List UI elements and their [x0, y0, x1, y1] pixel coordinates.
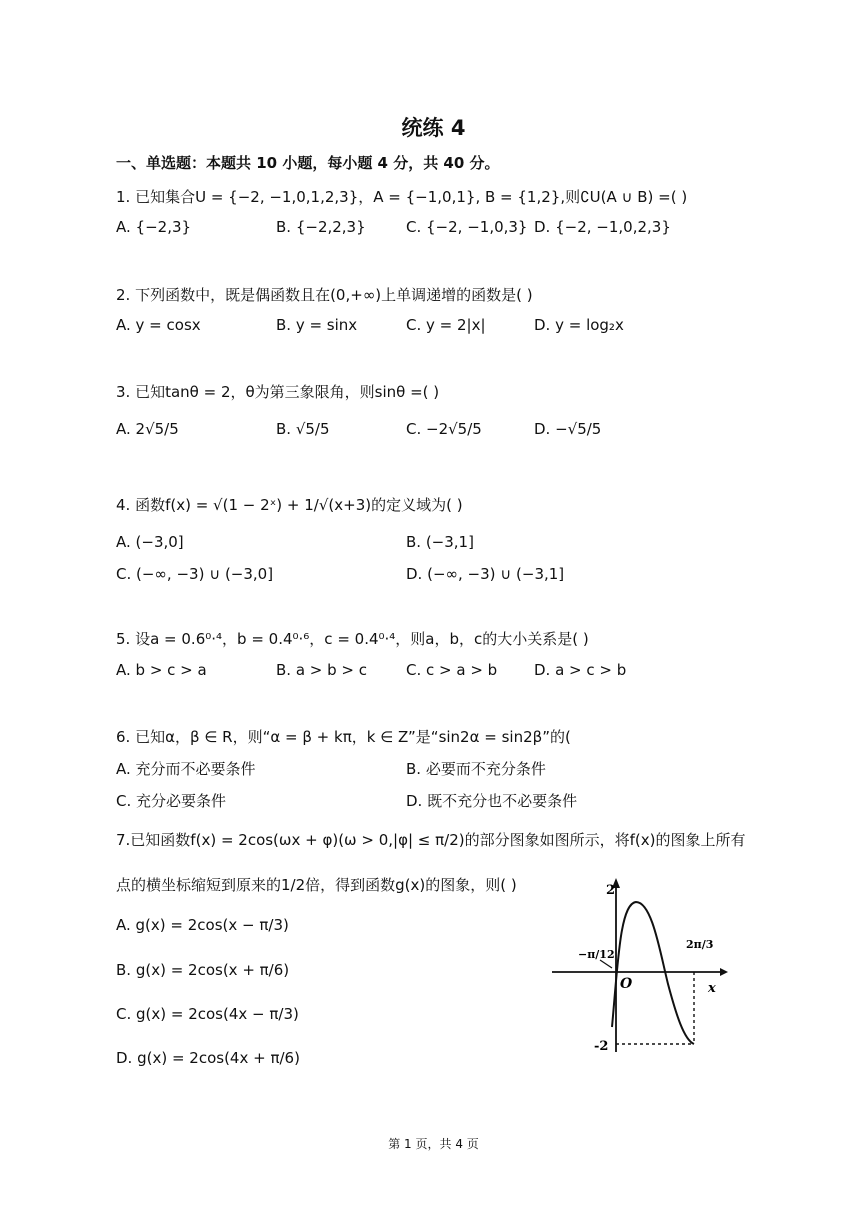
- q5-option-b: B. a > b > c: [276, 661, 367, 679]
- question-4-stem: 4. 函数f(x) = √(1 − 2ˣ) + 1/√(x+3)的定义域为( ): [116, 496, 463, 514]
- q1-option-c: C. {−2, −1,0,3}: [406, 218, 528, 236]
- question-7-stem: 7.已知函数f(x) = 2cos(ωx + φ)(ω > 0,|φ| ≤ π/2)的部分图象如图所示，将f(x)的图象上所有: [116, 831, 746, 849]
- q4-option-d: D. (−∞, −3) ∪ (−3,1]: [406, 565, 565, 583]
- question-3-stem: 3. 已知tanθ = 2，θ为第三象限角，则sinθ =( ): [116, 383, 440, 401]
- origin-label: O: [620, 976, 633, 992]
- q2-option-c: C. y = 2|x|: [406, 316, 486, 334]
- q3-option-d: D. −√5/5: [534, 420, 602, 438]
- q1-option-b: B. {−2,2,3}: [276, 218, 366, 236]
- cosine-graph: [548, 872, 728, 1057]
- q5-option-d: D. a > c > b: [534, 661, 627, 679]
- cosine-curve: [612, 902, 694, 1044]
- q5-option-a: A. b > c > a: [116, 661, 207, 679]
- question-7-stem-cont: 点的横坐标缩短到原来的1/2倍，得到函数g(x)的图象，则( ): [116, 876, 517, 894]
- left-tick-label: −π/12: [578, 948, 615, 961]
- q7-option-a: A. g(x) = 2cos(x − π/3): [116, 916, 289, 934]
- q3-option-b: B. √5/5: [276, 420, 330, 438]
- q2-option-d: D. y = log₂x: [534, 316, 624, 334]
- q6-option-a: A. 充分而不必要条件: [116, 760, 256, 778]
- section-heading: 一、单选题：本题共 10 小题，每小题 4 分，共 40 分。: [116, 154, 500, 172]
- q7-option-d: D. g(x) = 2cos(4x + π/6): [116, 1049, 300, 1067]
- q2-option-b: B. y = sinx: [276, 316, 358, 334]
- x-axis-label: x: [708, 981, 716, 996]
- x-axis-arrow: [720, 968, 728, 976]
- q3-option-a: A. 2√5/5: [116, 420, 179, 438]
- q4-option-a: A. (−3,0]: [116, 533, 184, 551]
- q4-option-b: B. (−3,1]: [406, 533, 474, 551]
- q3-option-c: C. −2√5/5: [406, 420, 482, 438]
- question-2-stem: 2. 下列函数中，既是偶函数且在(0,+∞)上单调递增的函数是( ): [116, 286, 533, 304]
- q6-option-b: B. 必要而不充分条件: [406, 760, 546, 778]
- question-1-stem: 1. 已知集合U = {−2, −1,0,1,2,3}，A = {−1,0,1}, B = {1,2},则∁U(A ∪ B) =( ): [116, 188, 688, 206]
- left-tick-marker: [600, 960, 612, 968]
- page-title: 统练 4: [401, 116, 466, 140]
- q2-option-a: A. y = cosx: [116, 316, 201, 334]
- y-max-label: 2: [606, 883, 616, 898]
- page-footer: 第 1 页，共 4 页: [388, 1137, 479, 1151]
- q6-option-d: D. 既不充分也不必要条件: [406, 792, 578, 810]
- question-6-stem: 6. 已知α，β ∈ R，则“α = β + kπ，k ∈ Z”是“sin2α = sin2β”的(: [116, 728, 571, 746]
- q4-option-c: C. (−∞, −3) ∪ (−3,0]: [116, 565, 274, 583]
- q1-option-a: A. {−2,3}: [116, 218, 192, 236]
- y-min-label: -2: [594, 1039, 609, 1054]
- q6-option-c: C. 充分必要条件: [116, 792, 227, 810]
- q7-option-b: B. g(x) = 2cos(x + π/6): [116, 961, 290, 979]
- right-tick-label: 2π/3: [686, 938, 714, 951]
- question-5-stem: 5. 设a = 0.6⁰·⁴，b = 0.4⁰·⁶，c = 0.4⁰·⁴，则a，b，c的大小关系是( ): [116, 630, 589, 648]
- q5-option-c: C. c > a > b: [406, 661, 498, 679]
- q1-option-d: D. {−2, −1,0,2,3}: [534, 218, 671, 236]
- q7-option-c: C. g(x) = 2cos(4x − π/3): [116, 1005, 299, 1023]
